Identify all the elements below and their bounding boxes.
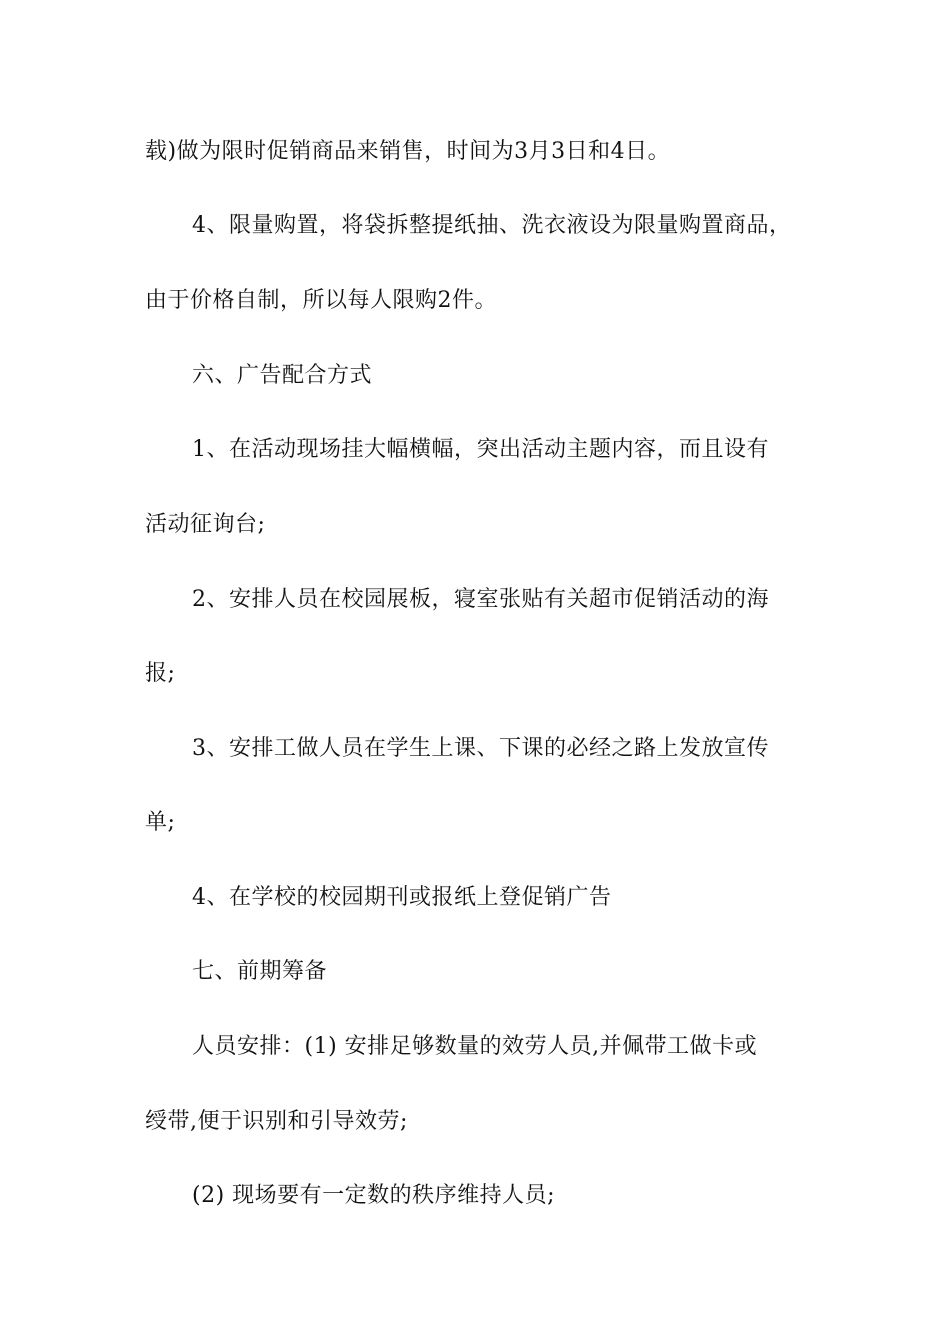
body-line: 报; [145,661,176,686]
list-item: 人员安排：(1) 安排足够数量的效劳人员,并佩带工做卡或 [192,1034,758,1059]
list-item: 4、在学校的校园期刊或报纸上登促销广告 [192,885,612,910]
section-heading: 六、广告配合方式 [192,363,373,388]
body-line: 活动征询台; [145,512,266,537]
section-heading: 七、前期筹备 [192,959,328,984]
body-line: 由于价格自制，所以每人限购2件。 [145,288,497,313]
list-item: 1、在活动现场挂大幅横幅，突出活动主题内容，而且设有 [192,437,769,462]
body-line: 载)做为限时促销商品来销售，时间为3月3日和4日。 [145,139,671,164]
list-item: 4、限量购置，将袋拆整提纸抽、洗衣液设为限量购置商品， [192,213,792,238]
list-item: 2、安排人员在校园展板，寝室张贴有关超市促销活动的海 [192,587,769,612]
list-item: 3、安排工做人员在学生上课、下课的必经之路上发放宣传 [192,736,769,761]
list-item: (2) 现场要有一定数的秩序维持人员; [192,1183,556,1208]
body-line: 绶带,便于识别和引导效劳; [145,1109,408,1134]
body-line: 单; [145,810,176,835]
